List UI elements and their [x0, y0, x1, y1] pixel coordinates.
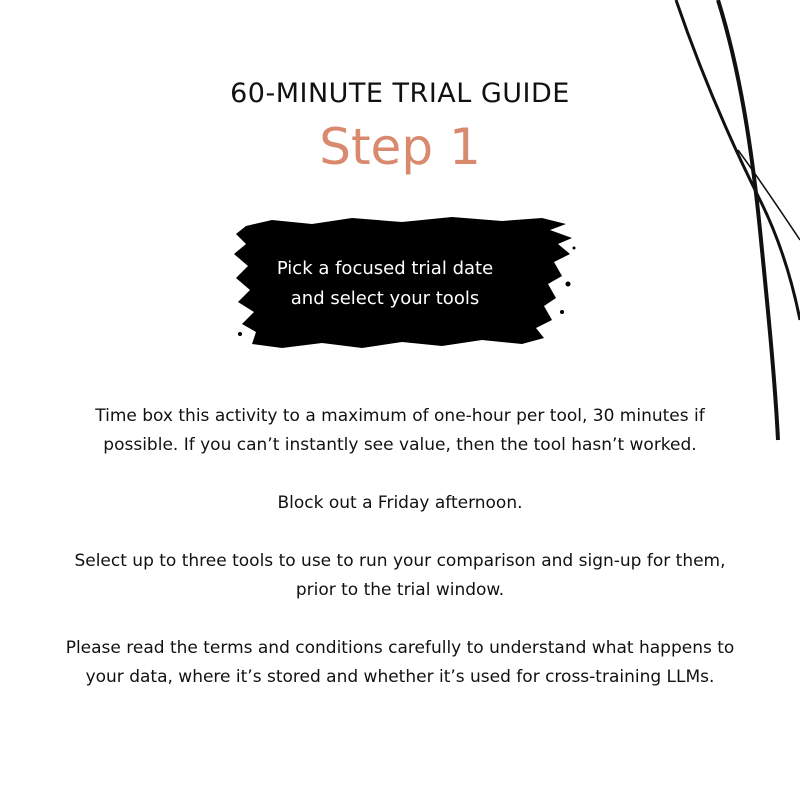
paragraph-timebox: Time box this activity to a maximum of one-hour per tool, 30 minutes if possible. If you can’t instantly see value, then the tool hasn’t worked. [95, 406, 705, 455]
step-title: Step 1 [319, 118, 481, 176]
guide-title: 60-MINUTE TRIAL GUIDE [230, 78, 570, 109]
paragraph-terms: Please read the terms and conditions carefully to understand what happens to your data, where it’s stored and whether it’s used for cross-training LLMs. [65, 638, 735, 687]
paragraph-block-out: Block out a Friday afternoon. [277, 493, 523, 513]
body-text [60, 402, 740, 721]
callout-line-1: Pick a focused trial date [276, 258, 494, 279]
paragraph-select-tools: Select up to three tools to use to run your comparison and sign-up for them, prior to the trial window. [74, 551, 726, 600]
callout-line-2: and select your tools [290, 288, 480, 309]
callout-text [232, 254, 538, 314]
